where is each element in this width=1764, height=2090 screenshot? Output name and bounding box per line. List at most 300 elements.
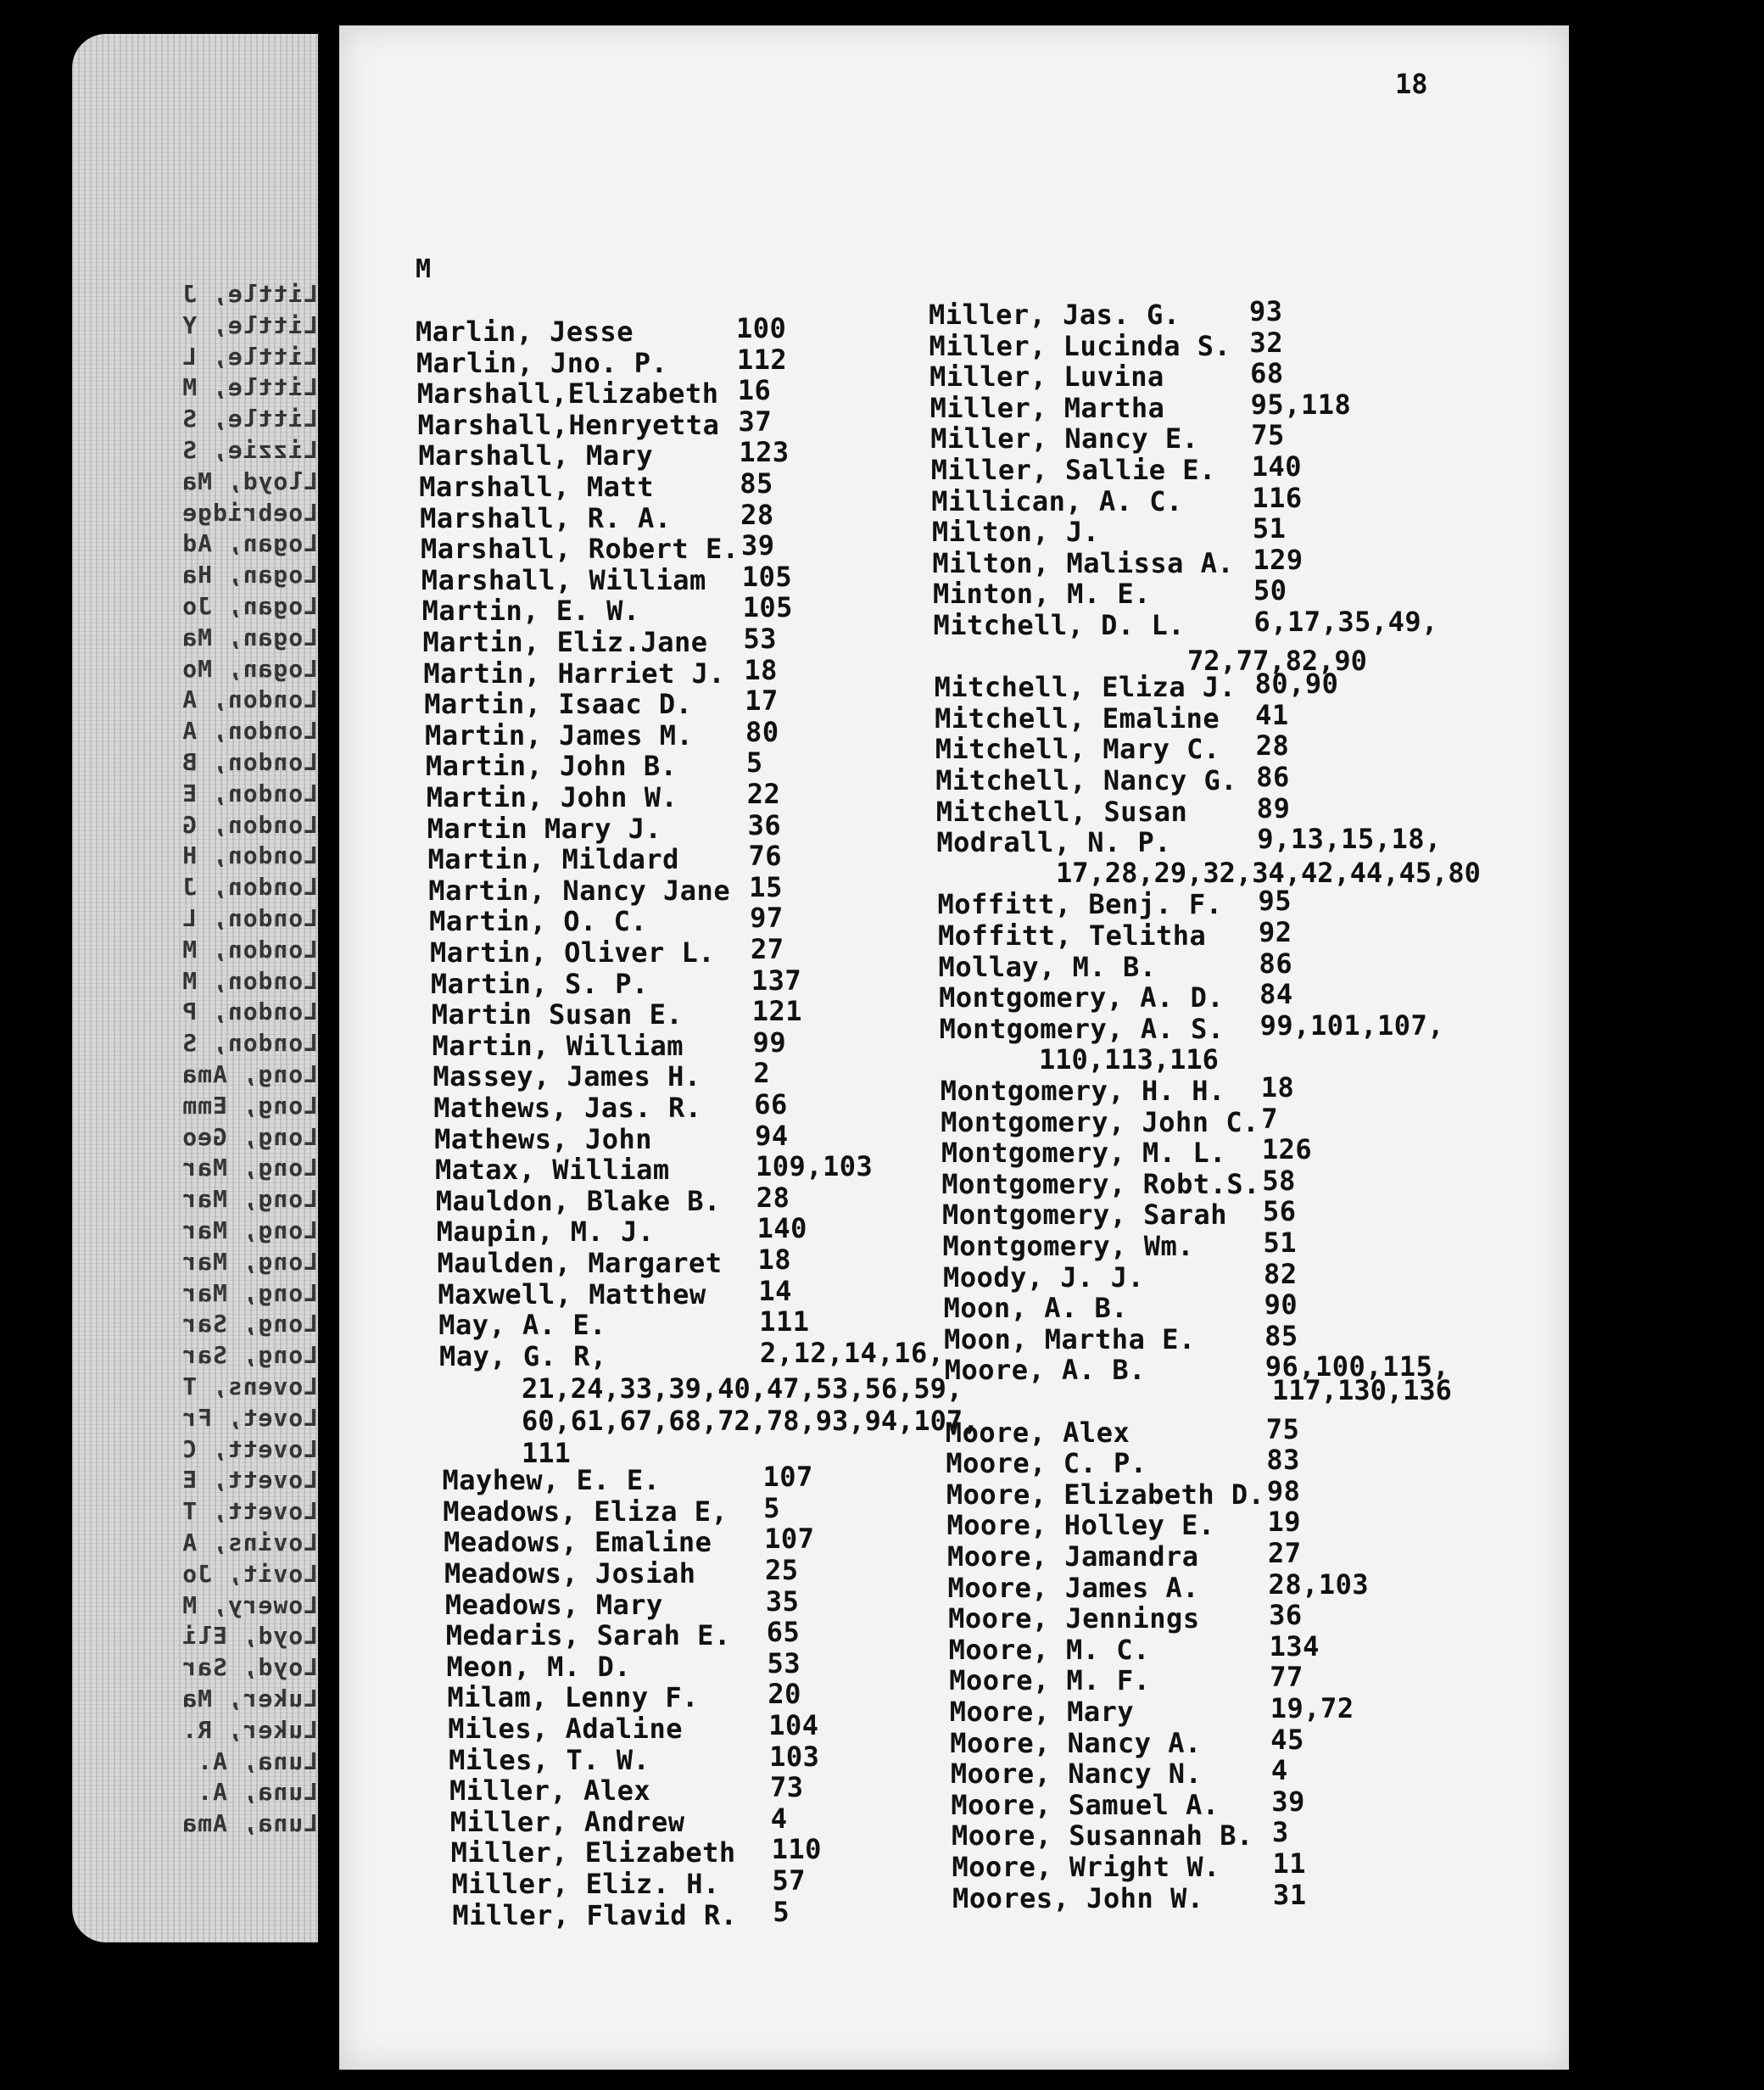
entry-name: Mitchell, Nancy G.	[935, 764, 1238, 796]
index-entry	[947, 1537, 1302, 1573]
index-entry	[449, 1740, 820, 1776]
entry-name: Montgomery, John C.	[941, 1105, 1259, 1138]
entry-pages: 27	[1268, 1537, 1302, 1569]
index-entry	[445, 1616, 801, 1652]
entry-pages: 58	[1262, 1164, 1296, 1197]
entry-name: Martin, William	[432, 1029, 684, 1062]
facing-page-line: Long, Mar	[181, 1154, 318, 1182]
entry-name: Miller, Flavid R.	[452, 1898, 738, 1931]
facing-page-line: Lovins, A	[181, 1528, 318, 1556]
entry-pages: 140	[756, 1212, 807, 1245]
facing-page-line: Luker, R.	[181, 1715, 318, 1744]
facing-page-line: London, G	[181, 810, 318, 839]
index-entry	[929, 295, 1283, 331]
index-entry	[436, 1212, 807, 1249]
entry-pages: 73	[769, 1771, 804, 1804]
index-entry	[941, 1133, 1313, 1170]
entry-name: Milton, J.	[931, 516, 1100, 549]
entry-name: Mitchell, Susan	[935, 795, 1188, 828]
index-entry	[929, 357, 1284, 394]
entry-pages: 53	[743, 623, 778, 655]
entry-name: Moore, A. B.	[944, 1354, 1146, 1387]
entry-pages: 2	[753, 1057, 771, 1090]
index-entry	[951, 1785, 1305, 1821]
facing-page-line: Long, Geo	[181, 1122, 318, 1151]
facing-page-line: Little, S	[181, 405, 318, 433]
entry-pages: 86	[1259, 947, 1293, 980]
entry-name: Miles, Adaline	[448, 1713, 683, 1745]
index-entry	[950, 1723, 1304, 1759]
entry-name: Moore, Jamandra	[947, 1540, 1199, 1573]
entry-pages: 94	[755, 1119, 789, 1152]
index-entry	[421, 591, 793, 628]
index-entry	[427, 840, 782, 876]
entry-name: Montgomery, A. D.	[939, 981, 1225, 1014]
entry-name: May, G. R,	[439, 1339, 607, 1372]
facing-page-line: London, B	[181, 748, 318, 776]
index-entry	[425, 746, 763, 783]
index-entry	[941, 1195, 1297, 1232]
facing-page-line: Logan, Mo	[181, 654, 318, 683]
entry-name: Moore, Wright W.	[952, 1851, 1220, 1883]
facing-page-line: Logan, Ad	[181, 529, 318, 558]
index-entry	[430, 933, 784, 969]
entry-pages: 107	[764, 1523, 815, 1556]
entry-pages: 123	[739, 436, 790, 469]
facing-page-line: Lovett, E	[181, 1466, 318, 1495]
index-entry	[446, 1646, 801, 1683]
index-entry	[935, 761, 1290, 796]
entry-pages: 53	[767, 1646, 801, 1679]
entry-pages: 37	[738, 405, 773, 438]
facing-page-line: London, A	[181, 717, 318, 746]
entry-name: Moffitt, Telitha	[938, 919, 1207, 952]
entry-pages: 100	[736, 312, 787, 344]
index-entry	[944, 1350, 1450, 1387]
entry-pages: 109,103	[755, 1150, 874, 1183]
entry-name: Martin, John W.	[426, 781, 678, 813]
entry-name: Moon, A. B.	[943, 1292, 1129, 1325]
index-entry	[952, 1847, 1307, 1883]
entry-name: Moody, J. J.	[943, 1260, 1145, 1294]
entry-pages: 2,12,14,16,	[760, 1336, 945, 1369]
index-entry	[438, 1305, 810, 1342]
index-entry	[427, 808, 782, 845]
facing-page-line: Long, Mar	[181, 1185, 318, 1214]
facing-page-bleed	[72, 34, 318, 1942]
index-entry	[950, 1754, 1288, 1791]
facing-page-line: Logan, Jo	[181, 592, 318, 620]
entry-name: Moore, Samuel A.	[951, 1788, 1220, 1821]
facing-page-line: Long, Mar	[181, 1216, 318, 1244]
entry-name: Martin, Nancy Jane	[428, 874, 731, 907]
entry-pages: 107	[762, 1461, 813, 1494]
entry-pages: 20	[768, 1678, 801, 1711]
entry-pages: 112	[736, 343, 788, 376]
entry-pages: 35	[765, 1584, 800, 1618]
index-entry	[941, 1102, 1279, 1138]
entry-pages: 95,118	[1250, 388, 1352, 421]
entry-name: Martin, Harriet J.	[423, 657, 726, 690]
entry-pages: 65	[766, 1616, 801, 1649]
entry-name: Marshall, Matt	[419, 471, 654, 503]
entry-name: Millican, A. C.	[931, 484, 1183, 517]
facing-page-line: Lovett, T	[181, 1497, 318, 1526]
entry-name: Moore, Nancy A.	[950, 1726, 1202, 1759]
entry-pages: 66	[754, 1088, 788, 1120]
index-entry	[418, 436, 790, 472]
entry-name: Meadows, Mary	[444, 1588, 663, 1621]
entry-name: Martin, Eliz.Jane	[422, 626, 708, 658]
index-entry	[416, 374, 772, 411]
entry-name: Miller, Martha	[929, 391, 1165, 424]
index-entry	[930, 450, 1303, 486]
entry-pages: 129	[1253, 543, 1303, 576]
entry-name: Montgomery, Wm.	[942, 1230, 1194, 1262]
entry-pages: 39	[740, 529, 775, 562]
entry-pages: 36	[747, 808, 782, 841]
facing-page-line: Logan, Ma	[181, 623, 318, 651]
facing-page-line: London, H	[181, 841, 318, 870]
section-letter: M	[416, 254, 432, 284]
index-entry	[452, 1895, 790, 1931]
index-entry	[946, 1506, 1301, 1542]
entry-pages: 116	[1252, 481, 1303, 514]
entry-pages: 50	[1253, 574, 1287, 607]
entry-pages: 9,13,15,18,	[1257, 823, 1442, 856]
entry-pages: 27	[751, 933, 784, 965]
facing-page-line: Long, Sar	[181, 1341, 318, 1370]
entry-name: Martin, E. W.	[421, 595, 640, 628]
entry-name: Montgomery, Sarah	[941, 1199, 1227, 1232]
entry-pages: 96,100,115,	[1264, 1350, 1450, 1383]
entry-pages: 82	[1264, 1257, 1298, 1290]
page-number: 18	[1395, 68, 1428, 100]
continuation-may-g-r-2: 21,24,33,39,40,47,53,56,59,	[522, 1372, 963, 1405]
facing-page-line: Luna, A.	[197, 1746, 318, 1775]
entry-name: Mitchell, Emaline	[935, 701, 1220, 735]
entry-pages: 85	[1264, 1319, 1298, 1352]
entry-name: Miller, Alex	[449, 1774, 651, 1808]
index-entry	[435, 1181, 790, 1217]
index-entry	[421, 560, 793, 596]
continuation-moore-a-b: 117,130,136	[1272, 1374, 1452, 1406]
index-entry	[937, 885, 1292, 921]
entry-name: Matax, William	[434, 1154, 670, 1187]
entry-pages: 77	[1270, 1661, 1303, 1694]
index-entry	[952, 1878, 1307, 1914]
facing-page-line: Lovett, C	[181, 1434, 318, 1463]
entry-name: Maulden, Margaret	[437, 1247, 723, 1279]
entry-pages: 25	[765, 1554, 799, 1586]
entry-name: Mathews, John	[434, 1122, 653, 1155]
index-entry	[951, 1816, 1289, 1852]
index-entry	[450, 1833, 822, 1869]
facing-page-line: Long, Sar	[181, 1310, 318, 1338]
index-entry	[930, 419, 1285, 455]
index-entry	[943, 1288, 1298, 1325]
entry-name: Massey, James H.	[433, 1060, 701, 1093]
entry-pages: 75	[1265, 1412, 1300, 1445]
continuation-modrall: 17,28,29,32,34,42,44,45,80	[1056, 857, 1481, 889]
entry-pages: 84	[1259, 978, 1293, 1011]
index-entry	[938, 947, 1293, 983]
entry-name: Miller, Sallie E.	[930, 454, 1216, 486]
entry-pages: 51	[1252, 512, 1287, 545]
entry-name: Martin, Isaac D.	[424, 688, 693, 721]
entry-pages: 51	[1263, 1227, 1298, 1259]
entry-name: Mitchell, Eliza J.	[934, 671, 1236, 704]
entry-pages: 41	[1255, 698, 1289, 731]
entry-pages: 137	[751, 964, 802, 997]
index-entry	[451, 1864, 807, 1900]
index-entry	[938, 916, 1292, 952]
index-entry	[416, 343, 788, 379]
index-entry	[444, 1584, 800, 1621]
facing-page-line: Lloyd, Ma	[181, 467, 318, 495]
entry-name: Montgomery, M. L.	[941, 1137, 1226, 1170]
entry-name: Moore, Mary	[949, 1696, 1135, 1728]
index-entry	[448, 1709, 819, 1745]
facing-page-line: Long, Mar	[181, 1278, 318, 1307]
index-entry	[444, 1554, 799, 1590]
index-entry	[431, 995, 802, 1031]
entry-name: Miller, Lucinda S.	[929, 329, 1231, 362]
facing-page-line: Lizzie, S	[181, 436, 318, 464]
index-entry	[935, 698, 1289, 735]
index-entry	[929, 326, 1284, 362]
index-entry	[417, 405, 773, 441]
facing-page-line: Long, Ama	[181, 1060, 318, 1088]
entry-pages: 121	[751, 995, 802, 1028]
entry-name: Mitchell, D. L.	[933, 609, 1185, 641]
entry-name: Moore, M. F.	[949, 1664, 1151, 1697]
entry-name: Moore, Alex	[945, 1416, 1130, 1449]
facing-page-line: Loyd, Eli	[181, 1622, 318, 1651]
entry-name: Marshall, Mary	[418, 439, 654, 472]
index-entry	[932, 574, 1287, 611]
entry-pages: 11	[1272, 1847, 1307, 1880]
entry-pages: 134	[1269, 1629, 1320, 1662]
entry-name: Moore, Nancy N.	[950, 1758, 1203, 1791]
entry-pages: 3	[1271, 1816, 1289, 1849]
entry-pages: 18	[1260, 1071, 1295, 1104]
entry-name: Martin, O. C.	[429, 905, 648, 938]
entry-name: Meadows, Emaline	[444, 1526, 712, 1559]
index-entry	[935, 729, 1290, 766]
entry-pages: 85	[740, 467, 773, 500]
facing-page-line: London, E	[181, 779, 318, 808]
facing-page-line: London, J	[181, 873, 318, 902]
entry-pages: 126	[1261, 1133, 1313, 1166]
entry-pages: 18	[744, 653, 778, 686]
entry-name: Miller, Elizabeth	[450, 1836, 736, 1869]
index-entry	[416, 312, 787, 348]
entry-name: Meadows, Josiah	[444, 1557, 696, 1590]
index-entry	[948, 1599, 1303, 1635]
entry-name: Martin, Oliver L.	[430, 936, 716, 969]
index-entry	[447, 1678, 801, 1714]
entry-name: Martin, James M.	[425, 718, 694, 752]
entry-name: Miles, T. W.	[449, 1743, 650, 1776]
entry-name: May, A. E.	[438, 1309, 606, 1342]
entry-name: Mitchell, Mary C.	[935, 733, 1220, 766]
entry-name: Moffitt, Benj. F.	[937, 888, 1223, 921]
continuation-mitchell-d-l: 72,77,82,90	[1187, 645, 1367, 677]
index-entry	[422, 623, 778, 658]
entry-pages: 99,101,107,	[1259, 1009, 1445, 1042]
facing-page-line: Lovens, T	[181, 1372, 318, 1400]
facing-page-line: London, A	[181, 685, 318, 714]
entry-name: Miller, Jas. G.	[929, 299, 1181, 331]
entry-pages: 28	[740, 498, 774, 531]
entry-pages: 5	[745, 746, 763, 780]
entry-name: Montgomery, H. H.	[940, 1075, 1225, 1107]
index-entry	[437, 1243, 792, 1279]
continuation-may-g-r-3: 60,61,67,68,72,78,93,94,107,	[522, 1405, 980, 1437]
entry-pages: 80	[745, 715, 779, 748]
facing-page-line: Logan, Ha	[181, 561, 318, 590]
index-entry	[949, 1661, 1303, 1697]
entry-pages: 76	[748, 840, 782, 873]
entry-name: Montgomery, A. S.	[939, 1012, 1225, 1045]
entry-pages: 75	[1251, 419, 1285, 452]
entry-name: Moore, M. C.	[948, 1633, 1150, 1666]
entry-name: Mathews, Jas. R.	[433, 1092, 702, 1124]
entry-name: Moore, Holley E.	[946, 1509, 1215, 1542]
index-entry	[438, 1274, 792, 1310]
index-entry	[433, 1088, 788, 1124]
entry-name: Milam, Lenny F.	[447, 1681, 699, 1714]
index-entry	[933, 606, 1438, 641]
entry-name: Martin Mary J.	[427, 812, 662, 845]
facing-page-line: Little, L	[181, 342, 318, 371]
index-entry	[432, 1025, 787, 1062]
index-entry	[931, 512, 1287, 549]
facing-page-line: London, M	[181, 966, 318, 995]
entry-pages: 56	[1262, 1195, 1297, 1228]
facing-page-line: Loyd, Sar	[181, 1653, 318, 1682]
index-entry	[936, 823, 1442, 859]
entry-name: Maxwell, Matthew	[438, 1277, 706, 1310]
index-entry	[434, 1150, 874, 1187]
index-entry	[434, 1119, 789, 1155]
index-entry	[420, 529, 775, 566]
entry-name: Mauldon, Blake B.	[435, 1184, 721, 1217]
entry-pages: 97	[750, 902, 784, 935]
entry-name: Mayhew, E. E.	[442, 1464, 661, 1497]
entry-name: Moore, C. P.	[946, 1447, 1147, 1480]
entry-pages: 28	[756, 1181, 790, 1214]
index-page	[339, 25, 1569, 2070]
entry-pages: 104	[768, 1709, 819, 1741]
entry-pages: 93	[1249, 295, 1283, 327]
facing-page-line: Loebridge	[181, 498, 318, 527]
entry-pages: 17	[745, 685, 779, 718]
entry-pages: 57	[772, 1864, 807, 1897]
entry-name: Modrall, N. P.	[936, 826, 1172, 859]
entry-pages: 140	[1251, 450, 1303, 483]
facing-page-line: London, S	[181, 1029, 318, 1058]
facing-page-line: Lowery, M	[181, 1590, 318, 1619]
continuation-may-g-r-4: 111	[522, 1437, 571, 1469]
index-entry	[429, 902, 784, 938]
entry-pages: 5	[773, 1895, 790, 1928]
entry-pages: 110	[771, 1833, 822, 1866]
entry-pages: 105	[742, 591, 793, 624]
facing-page-line: Long, Emm	[181, 1091, 318, 1120]
entry-name: Martin, Mildard	[427, 843, 679, 876]
entry-name: Moore, Susannah B.	[951, 1819, 1253, 1852]
facing-page-line: Little, J	[181, 280, 318, 308]
entry-name: Milton, Malissa A.	[932, 546, 1235, 579]
index-entry	[932, 543, 1303, 579]
index-entry	[929, 388, 1352, 424]
entry-name: Miller, Andrew	[449, 1805, 685, 1838]
index-entry	[948, 1629, 1320, 1666]
index-entry	[424, 685, 779, 721]
entry-pages: 4	[770, 1802, 788, 1835]
index-entry	[935, 791, 1291, 828]
entry-name: Miller, Nancy E.	[930, 422, 1199, 455]
entry-pages: 18	[757, 1243, 792, 1276]
entry-name: Marlin, Jesse	[416, 316, 634, 348]
continuation-montgomery-a-s: 110,113,116	[1039, 1043, 1219, 1076]
entry-name: Marshall, R. A.	[420, 501, 672, 534]
entry-pages: 28,103	[1268, 1568, 1370, 1601]
index-entry	[420, 498, 774, 534]
entry-name: Moore, Elizabeth D.	[946, 1478, 1265, 1511]
index-entry	[949, 1692, 1354, 1728]
entry-pages: 7	[1261, 1102, 1279, 1135]
entry-pages: 31	[1273, 1878, 1307, 1911]
facing-page-line: London, L	[181, 904, 318, 932]
entry-pages: 83	[1266, 1444, 1300, 1477]
entry-name: Martin, John B.	[425, 750, 678, 783]
index-entry	[944, 1319, 1298, 1355]
entry-pages: 28	[1255, 729, 1290, 763]
index-entry	[449, 1802, 788, 1838]
index-entry	[947, 1568, 1370, 1604]
index-entry	[942, 1227, 1298, 1262]
entry-pages: 68	[1250, 357, 1284, 390]
entry-name: Marshall,Henryetta	[417, 408, 720, 441]
facing-page-line: London, P	[181, 998, 318, 1026]
entry-pages: 32	[1249, 326, 1284, 359]
index-entry	[425, 715, 779, 752]
index-entry	[419, 467, 773, 503]
entry-pages: 90	[1264, 1288, 1298, 1322]
facing-page-line: Luna, Ama	[181, 1809, 318, 1838]
entry-name: Moore, Jennings	[948, 1602, 1200, 1635]
entry-pages: 5	[763, 1491, 781, 1524]
index-entry	[426, 778, 781, 813]
entry-pages: 99	[752, 1025, 787, 1059]
entry-pages: 105	[741, 560, 793, 593]
facing-page-line: Little, M	[181, 373, 318, 402]
entry-name: Martin Susan E.	[431, 998, 684, 1031]
facing-page-line: Long, Mar	[181, 1247, 318, 1276]
entry-pages: 15	[749, 870, 783, 903]
entry-pages: 111	[759, 1305, 810, 1338]
entry-pages: 103	[769, 1740, 820, 1773]
facing-page-line: Lovet, Fr	[181, 1403, 318, 1432]
facing-page-line: London, M	[181, 935, 318, 964]
entry-pages: 19	[1267, 1506, 1301, 1539]
entry-name: Miller, Luvina	[929, 360, 1164, 394]
entry-pages: 89	[1256, 791, 1291, 824]
entry-name: Marlin, Jno. P.	[416, 346, 668, 379]
